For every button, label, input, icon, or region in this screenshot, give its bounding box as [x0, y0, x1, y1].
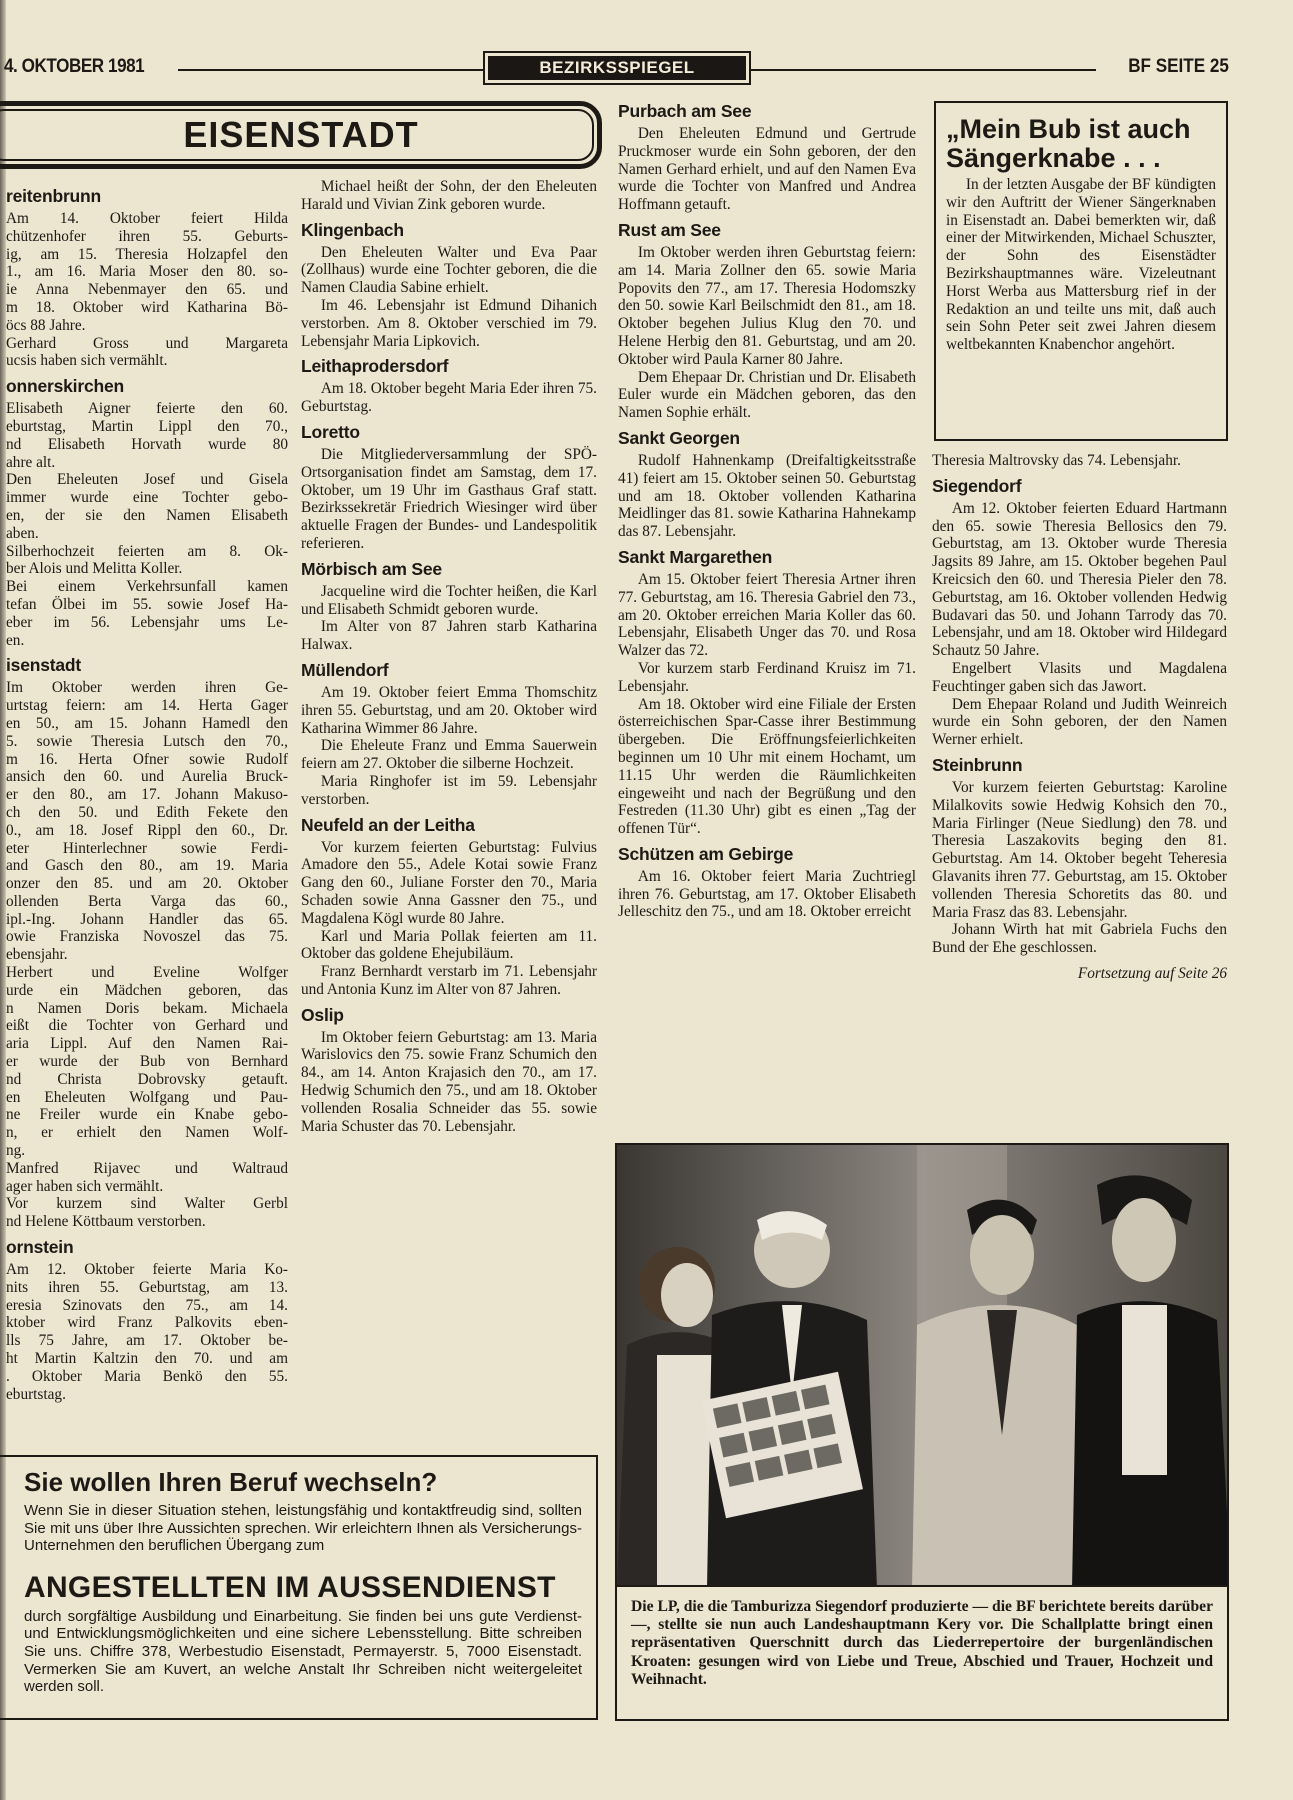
article-paragraph: Rudolf Hahnenkamp (Dreifaltigkeitsstraße 41) feiert am 15. Oktober seinen 50. Geburtstag und am 18. Oktober vollenden Katharina Meidlinger das 81. sowie Katharina Hahnekamp das 87. Lebensjahr.: [618, 451, 916, 541]
page-number: BF SEITE 25: [1128, 56, 1229, 77]
text-line: ipl.-Ing. Johann Handler das 65.: [6, 910, 288, 928]
article-paragraph: Den Eheleuten Edmund und Gertrude Pruckmoser wurde ein Sohn geboren, der den Namen Gerhard erhielt, und auf den Namen Eva wurde die Tochter von Manfred und Andrea Hoffmann getauft.: [618, 125, 916, 214]
text-line: Am 14. Oktober feiert Hilda: [6, 210, 288, 227]
text-line: nits ihren 55. Geburtstag, am 13.: [6, 1278, 288, 1296]
text-line: ollenden Berta Varga das 60.,: [6, 892, 288, 910]
article-heading: Purbach am See: [618, 101, 752, 121]
text-line: Bei einem Verkehrsunfall kamen: [6, 578, 288, 596]
text-line: ager haben sich vermählt.: [6, 1177, 164, 1195]
article-paragraph: Am 12. Oktober feierten Eduard Hartmann den 65. sowie Theresia Bellosics den 79. Geburtstag, am 13. Oktober wurde Theresia Jagsits 89 Jahre, am 15. Oktober begehen Paul Kreicsich den 60. und Theresia Pieler den 78. Geburtstag, am 16. Oktober vollenden Hedwig Budavari das 50. und Johann Tarrody das 70. Lebensjahr, und am 18. Oktober wird Hildegard Schautz 50 Jahre.: [932, 499, 1227, 660]
column-1: [6, 180, 288, 1403]
text-line: onzer den 85. und am 20. Oktober: [6, 875, 288, 893]
text-line: eißt die Tochter von Gerhard und: [6, 1017, 288, 1035]
article-paragraph: Dem Ehepaar Dr. Christian und Dr. Elisabeth Euler wurde ein Mädchen geboren, das den Namen Sophie erhält.: [618, 368, 916, 422]
photo-illustration: [617, 1145, 1229, 1587]
article-paragraph: Die Eheleute Franz und Emma Sauerwein feiern am 27. Oktober die silberne Hochzeit.: [301, 737, 597, 773]
article-paragraph: Jacqueline wird die Tochter heißen, die Karl und Elisabeth Schmidt geboren wurde.: [301, 582, 597, 618]
article-paragraph: Dem Ehepaar Roland und Judith Weinreich wurde ein Sohn geboren, der den Namen Werner erhielt.: [932, 695, 1227, 749]
article-heading: Müllendorf: [301, 659, 389, 680]
article-paragraph: [6, 335, 288, 371]
text-line: ht Martin Kaltzin den 70. und am: [6, 1350, 288, 1368]
article-paragraph: Karl und Maria Pollak feierten am 11. Oktober das goldene Ehejubiläum.: [301, 927, 597, 963]
text-line: eburtstag.: [6, 1385, 66, 1403]
sidebar-title: „Mein Bub ist auch Sängerknabe . . .: [946, 114, 1191, 173]
article-paragraph: Die Mitgliederversammlung der SPÖ-Ortsorganisation findet am Samstag, dem 17. Oktober, um 19 Uhr im Gasthaus Graf statt. Bezirkssekretär Friedrich Wiesinger wird über aktuelle Fragen der Bundes- und Landespolitik referieren.: [301, 445, 597, 552]
text-line: eresia Szinovats den 75., am 14.: [6, 1296, 288, 1314]
article-heading: Oslip: [301, 1004, 344, 1025]
sidebar-body: In der letzten Ausgabe der BF kündigten wir den Auftritt der Wiener Sängerknaben in Eisenstadt an. Dabei bemerkten wir, daß einer der Mitwirkenden, Michael Schuszter, der Sohn des Eisenstädter Bezirkshauptmannes wäre. Vizeleutnant Horst Werba aus Mattersburg rief in der Redaktion an und teilte uns mit, daß auch sein Sohn Peter seit zwei Jahren diesem weltbekannten Knabenchor angehört.: [946, 176, 1216, 354]
text-line: Manfred Rijavec und Waltraud: [6, 1159, 288, 1177]
article-paragraph: [6, 471, 288, 542]
article-paragraph: Am 19. Oktober feiert Emma Thomschitz ihren 55. Geburtstag, und am 20. Oktober wird Katharina Wimmer 86 Jahre.: [301, 683, 597, 737]
article-paragraph: Am 18. Oktober begeht Maria Eder ihren 75. Geburtstag.: [301, 380, 597, 416]
article-paragraph: Am 15. Oktober feiert Theresia Artner ihren 77. Geburtstag, am 16. Theresia Gabriel den 73., am 20. Oktober erreichen Maria Koller das 60. Lebensjahr, Elisabeth Unger das 70. und Rosa Walzer das 72.: [618, 570, 916, 660]
text-line: en Eheleuten Wolfgang und Pau-: [6, 1088, 288, 1106]
section-banner: [483, 51, 751, 85]
text-line: Vor kurzem sind Walter Gerbl: [6, 1195, 288, 1213]
column-3: [618, 95, 916, 921]
article-paragraph: Am 16. Oktober feiert Maria Zuchtriegl ihren 76. Geburtstag, am 17. Oktober Elisabeth Jelleschitz den 75., und am 18. Oktober erreicht: [618, 867, 916, 921]
text-line: ch den 50. und Edith Fekete den: [6, 803, 288, 821]
article-paragraph: Vor kurzem feierten Geburtstag: Fulvius Amadore den 55., Adele Kotai sowie Franz Gang den 60., Juliane Forster den 70., Maria Schaden sowie Anna Gassner den 75., und Magdalena Kögl wurde 80 Jahre.: [301, 838, 597, 927]
text-line: ucsis haben sich vermählt.: [6, 352, 168, 370]
text-line: ebensjahr.: [6, 946, 68, 964]
column-4: [932, 452, 1227, 983]
text-line: aria Lippl. Auf den Namen Rai-: [6, 1035, 288, 1053]
text-line: urde ein Mädchen geboren, das: [6, 981, 288, 999]
text-line: immer wurde eine Tochter gebo-: [6, 489, 288, 507]
text-line: ktober wird Franz Palkovits eben-: [6, 1314, 288, 1332]
article-paragraph: [6, 210, 288, 335]
article-heading: reitenbrunn: [6, 186, 102, 206]
text-line: er wurde der Bub von Bernhard: [6, 1053, 288, 1071]
text-line: . Oktober Maria Benkö den 55.: [6, 1367, 288, 1385]
article-paragraph: Am 18. Oktober wird eine Filiale der Ersten österreichischen Spar-Casse ihrer Bestimmung übergeben. Die Eröffnungsfeierlichkeiten beginnen um 10 Uhr mit einem Hochamt, um 11.15 Uhr werden die Räumlichkeiten eingeweiht und nach der Begrüßung und den Festreden (11.30 Uhr) gibt es einen „Tag der offenen Tür“.: [618, 695, 916, 838]
article-paragraph: Im Alter von 87 Jahren starb Katharina Halwax.: [301, 618, 597, 654]
text-line: and Gasch den 80., am 19. Maria: [6, 857, 288, 875]
text-line: ber Alois und Melitta Koller.: [6, 560, 183, 578]
article-paragraph: [6, 1195, 288, 1231]
text-line: lls 75 Jahre, am 17. Oktober be-: [6, 1332, 288, 1350]
news-photo: [615, 1143, 1229, 1587]
article-paragraph: [6, 543, 288, 579]
article-heading: Sankt Georgen: [618, 427, 740, 448]
text-line: Den Eheleuten Josef und Gisela: [6, 471, 288, 489]
article-heading: Klingenbach: [301, 219, 404, 240]
photo-caption: Die LP, die die Tamburizza Siegendorf produzierte — die BF berichtete bereits darüber —, stellte sie nun auch Landeshauptmann Kery vor. Die Schallplatte bringt einen repräsentativen Querschnitt durch das Liederrepertoire der burgenländischen Kroaten: gesungen wird von Liebe und Treue, Abschied und Trauer, Hochzeit und Weihnacht.: [615, 1585, 1229, 1721]
ad-title: Sie wollen Ihren Beruf wechseln?: [24, 1467, 438, 1497]
text-line: nd Christa Dobrovsky getauft.: [6, 1070, 288, 1088]
article-heading: Siegendorf: [932, 475, 1022, 496]
text-line: n, er erhielt den Namen Wolf-: [6, 1124, 288, 1142]
article-paragraph: [6, 964, 288, 1160]
column-2: [301, 178, 597, 1135]
text-line: ig, am 15. Theresia Holzapfel den: [6, 245, 288, 263]
article-heading: Rust am See: [618, 219, 721, 240]
header-rule: [178, 69, 483, 71]
text-line: 0., am 18. Josef Rippl den 60., Dr.: [6, 821, 288, 839]
text-line: owie Franziska Novoszel das 75.: [6, 928, 288, 946]
article-heading: Loretto: [301, 421, 360, 442]
region-banner-inner: [0, 109, 594, 161]
ad-intro: Wenn Sie in dieser Situation stehen, leistungsfähig und kontaktfreudig sind, sollten Sie mit uns über Ihre Aussichten sprechen. Wir erleichtern Ihnen als Versicherungs-Unternehmen den beruflichen Übergang zum: [24, 1502, 582, 1555]
region-banner: [0, 101, 602, 169]
text-line: öcs 88 Jahre.: [6, 316, 86, 334]
continued-note: Fortsetzung auf Seite 26: [1077, 964, 1227, 982]
text-line: Gerhard Gross und Margareta: [6, 334, 288, 352]
article-paragraph: Engelbert Vlasits und Magdalena Feuchtinger gaben sich das Jawort.: [932, 659, 1227, 695]
text-line: Silberhochzeit feierten am 8. Ok-: [6, 542, 288, 560]
ad-headline: ANGESTELLTEN IM AUSSENDIENST: [24, 1570, 556, 1604]
article-heading: Mörbisch am See: [301, 558, 442, 579]
sidebar-box: [934, 101, 1228, 441]
article-paragraph: [6, 578, 288, 649]
text-line: eburtstag, Martin Lippl den 70.,: [6, 417, 288, 435]
article-paragraph: Den Eheleuten Walter und Eva Paar (Zollhaus) wurde eine Tochter geboren, die die Namen Claudia Sabine erhielt.: [301, 243, 597, 297]
text-line: eber im 56. Lebensjahr ums Le-: [6, 613, 288, 631]
text-line: Elisabeth Aigner feierte den 60.: [6, 400, 288, 418]
text-line: ansich den 60. und Aurelia Bruck-: [6, 768, 288, 786]
text-line: nd Elisabeth Horvath wurde 80: [6, 435, 288, 453]
article-paragraph: Michael heißt der Sohn, der den Eheleuten Harald und Vivian Zink geboren wurde.: [301, 178, 597, 213]
article-paragraph: Vor kurzem feierten Geburtstag: Karoline Milalkovits sowie Hedwig Kohsich den 70., Maria Firlinger (Neue Siedlung) den 78. und Theresia Laszakovits beging den 81. Geburtstag. Am 14. Oktober begeht Teheresia Glavanits ihren 77. Geburtstag, am 15. Oktober vollenden Theresia Schoretits das 80. und Maria Frasz das 83. Lebensjahr.: [932, 778, 1227, 921]
text-line: eter Hinterlechner sowie Ferdi-: [6, 839, 288, 857]
article-heading: ornstein: [6, 1237, 74, 1258]
article-paragraph: Johann Wirth hat mit Gabriela Fuchs den Bund der Ehe geschlossen.: [932, 921, 1227, 957]
text-line: er den 80., am 17. Johann Makuso-: [6, 786, 288, 804]
article-heading: isenstadt: [6, 655, 82, 676]
region-title: EISENSTADT: [183, 114, 419, 155]
header-rule: [751, 69, 1096, 71]
article-paragraph: [6, 1160, 288, 1196]
article-heading: Steinbrunn: [932, 754, 1023, 775]
article-paragraph: Im Oktober werden ihren Geburtstag feiern: am 14. Maria Zollner den 65. sowie Maria Popovits den 77., am 17. Theresia Hodomszky den 50. sowie Karl Beilschmidt den 81., am 18. Oktober begehen Julius Klug den 70. und Helene Herbig den 81. Geburtstag, und am 20. Oktober wird Paula Karner 80 Jahre.: [618, 243, 916, 368]
text-line: en, der sie den Namen Elisabeth: [6, 506, 288, 524]
article-paragraph: [6, 679, 288, 964]
text-line: urtstag feiern: am 14. Herta Gager: [6, 697, 288, 715]
article-heading: Schützen am Gebirge: [618, 843, 794, 864]
text-line: ne Freiler wurde ein Knabe gebo-: [6, 1106, 288, 1124]
article-paragraph: [6, 1261, 288, 1403]
text-line: ahre alt.: [6, 453, 56, 471]
text-line: aben.: [6, 524, 39, 542]
text-line: Am 12. Oktober feierte Maria Ko-: [6, 1261, 288, 1279]
text-line: n Namen Doris bekam. Michaela: [6, 999, 288, 1017]
section-title: BEZIRKSSPIEGEL: [488, 56, 746, 80]
text-line: 1., am 16. Maria Moser den 80. so-: [6, 263, 288, 281]
article-heading: onnerskirchen: [6, 376, 124, 397]
text-line: en 50., am 15. Johann Hamedl den: [6, 714, 288, 732]
article-paragraph: Maria Ringhofer ist im 59. Lebensjahr verstorben.: [301, 772, 597, 808]
text-line: en.: [6, 631, 25, 649]
issue-date: 4. OKTOBER 1981: [4, 56, 145, 77]
text-line: 5. sowie Theresia Lutsch den 70.,: [6, 732, 288, 750]
article-paragraph: Im 46. Lebensjahr ist Edmund Dihanich verstorben. Am 8. Oktober verschied im 79. Lebensjahr Maria Lipkovich.: [301, 296, 597, 350]
text-line: nd Helene Köttbaum verstorben.: [6, 1213, 206, 1231]
text-line: chützenhofer ihren 55. Geburts-: [6, 227, 288, 245]
job-advertisement: [0, 1455, 598, 1720]
article-heading: Neufeld an der Leitha: [301, 814, 475, 835]
article-heading: Leithaprodersdorf: [301, 356, 449, 377]
text-line: m 16. Herta Ofner sowie Rudolf: [6, 750, 288, 768]
text-line: ng.: [6, 1142, 26, 1160]
text-line: m 18. Oktober wird Katharina Bö-: [6, 298, 288, 316]
article-paragraph: Theresia Maltrovsky das 74. Lebensjahr.: [932, 452, 1181, 469]
article-heading: Sankt Margarethen: [618, 546, 773, 567]
text-line: Im Oktober werden ihren Ge-: [6, 679, 288, 697]
article-paragraph: Franz Bernhardt verstarb im 71. Lebensjahr und Antonia Kunz im Alter von 87 Jahren.: [301, 963, 597, 998]
text-line: tefan Ölbei im 55. sowie Josef Ha-: [6, 595, 288, 613]
article-paragraph: Im Oktober feiern Geburtstag: am 13. Maria Warislovics den 75. sowie Franz Schumich den 84., am 14. Anton Krajasich den 70., am 17. Hedwig Schumich den 75., und am 18. Oktober vollenden Rosalia Schneider das 55. sowie Maria Schuster das 70. Lebensjahr.: [301, 1028, 597, 1135]
article-paragraph: Vor kurzem starb Ferdinand Kruisz im 71. Lebensjahr.: [618, 659, 916, 695]
ad-body: durch sorgfältige Ausbildung und Einarbeitung. Sie finden bei uns gute Verdienst- und Entwicklungsmöglichkeiten und eine sichere Lebensstellung. Bitte schreiben Sie uns. Chiffre 378, Werbestudio Eisenstadt, Permayerstr. 5, 7000 Eisenstadt. Vermerken Sie am Kuvert, an welche Anstalt Ihr Schreiben nicht weitergeleitet werden soll.: [24, 1607, 582, 1696]
text-line: ie Anna Nebenmayer den 65. und: [6, 281, 288, 299]
text-line: Herbert und Eveline Wolfger: [6, 964, 288, 982]
article-paragraph: [6, 400, 288, 471]
